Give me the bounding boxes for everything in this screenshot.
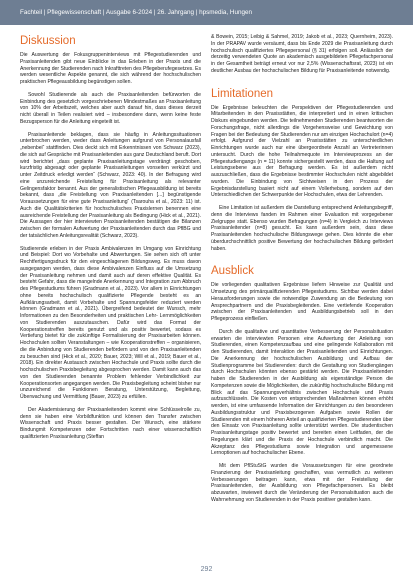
- paragraph: Sowohl Studierende als auch die Praxisanleitenden befürworten die Einbindung des gesetzlich vorgeschriebenen Mindestmaßes an Praxisanleitung von 10% der Arbeitszeit, welches aber auch darauf hin, dass dieses derzeit nicht überall in Teilen realisiert wird – insbesondere dann, wenn keine feste Bezugsperson für die Anleitung eingeteilt ist.: [20, 91, 201, 125]
- heading-limitationen: Limitationen: [211, 87, 274, 100]
- running-head-text: Fachteil | Pflegewissenschaft | Ausgabe 6-2024 | 26. Jahrgang | hpsmedia, Hungen: [20, 9, 252, 16]
- paragraph: Die Auswertung der Fokusgruppeninterviews mit Pflegestudierenden und Praxisanleitenden gibt neue Einblicke in das Erleben in der Praxis und die Anerkennung der Studierenden nach Inkrafttreten des Pflegeberufegesetzes. Es werden wesentliche Aspekte genannt, die sich während der hochschulischen praktischen Pflegeausbildung begünstigen sollen.: [20, 52, 201, 85]
- right-column: [211, 34, 393, 510]
- paragraph: Mit dem PflStuStG wurden die Voraussetzungen für eine geordnete Finanzierung der Praxisanleitung geschaffen, was vermutlich zu weiteren Verbesserungen beitragen kann, etwa mit der Freistellung der Praxisanleitenden, der Ausbildung von Pflegefachpersonen. Es bleibt abzuwarten, inwieweit durch die Veränderung der Personalsituation auch die Wahrnehmung von Studierenden in der Praxis positiver gestalten kann.: [211, 463, 393, 503]
- page-number: 292: [200, 566, 213, 573]
- paragraph: Studierende erleben in der Praxis Ambivalenzen im Umgang von Einrichtung und Beispiel: Dort wo Vorbehalte und Abwertungen. Sie sehen sich oft unter Rechtfertigungsdruck für den eingeschlagenen Bildungsweg. Es muss davon ausgegangen werden, dass diese Ambivalenzen Einfluss auf die Umsetzung der Praxisanleitung nehmen und damit auch auf deren effektive Qualität. Es besteht Gefahr, dass die mangelnde Anerkennung und Integration zum Abbruch des Pflegestudiums führen (Gradmann et al., 2023). Vor allem in Einrichtungen ohne bereits hochschulisch qualifizierte Pflegende besteht es an Aufklärungsarbeit, damit Vorbehalte und Spannungsfelder reduziert werden können (Gradmann et al., 2021). Übergreifend bedeutet der Wunsch, mehr Informationen zu den Besonderheiten und praktischen Lehr- Lernmöglichkeiten von Studierenden auszutauschen. Dafür wird das Format der Kooperationstreffen bereits genutzt und als positiv bewertet, sodass es Vertiefung bietet für die zukünftige Formalisierung der Praxisarbeiten können. Hochschulen sollten Veranstaltungen – wie Kooperationstreffen – organisieren, die die Anbindung von Studierenden befördern und von den Praxisanleitenden zu besuchen sind (Hick et al., 2020; Bauer, 2023; Will et al., 2019; Bauer et al., 2018). Ein direkter Austausch zwischen Hochschule und Praxis sollte durch die hochschulischen Praxisbegleitung abgesprochen werden. Damit kann auch das von den Studierenden benannte Problem fehlender Verbindlichkeit zur Kooperationsorten angegangen werden. Die Praxisbegleitung scheint bisher nur unzureichend die Funktionen Beratung, Unterstützung, Begleitung, Überwachung und Vermittlung (Bauer, 2023) zu erfüllen.: [20, 245, 201, 400]
- paragraph: & Bowein, 2015; Leibig & Sahmel, 2019; Jakob et al., 2023; Quernheim, 2023). In der PRAPAV wurde versäumt, dass bis Ende 2029 die Praxisanleitung durch hochschulisch qualifiziertes Pflegepersonal (§ 31) erfolgen soll. Anlässlich der derzeitig verwendeten Quote an akademisch ausgebildeten Pflegefachpersonal in der Gesamtheit beträgt erneut vor nur 2,5% (Wissenschaftsrat, 2023) ist ein deutlicher Ausbau der hochschulischen Bildung für Praxisanleitende notwendig.: [211, 34, 393, 74]
- paragraph: Der Akademisierung der Praxisanleitenden kommt eine Schlüsselrolle zu, denn sie haben eine Vorbildfunktion und können den Transfer zwischen Wissenschaft und Praxis besser gestalten. Der Wunsch, eine stärkere Bindungmit Kompetenzen oder Fortschritten nach einer wissenschaftlich qualifizierten Praxisanleitung (Steffan: [20, 406, 201, 440]
- paragraph: Durch die qualitative und quantitative Verbesserung der Personalsituation erwarten die interviewten Personen eine Aufwertung der Anleitung von Studierenden, einen Kompetenzaufbau und eine gelingende Kollaboration mit den Studierenden, damit Interaktion der Praxisanleitenden und Einrichtungen. Die Anerkennung der hochschulischen Ausbildung und Aufbau der Studienprogramme bei Studierenden: durch die Gestaltung von Studiengängen durch Hochschulen könnten ebenso gestärkt werden. Die Praxisanleitenden haben die Studierenden in der Ausbildung als eigenständige Person die Kompetenzen sowie die Möglichkeiten, die zukünftig hochschulische Bildung mit Blick auf das Spannungsverhältnis zwischen Hochschule und Praxis aufzuschlüsseln. Die Kosten von entsprechenden Maßnahmen können erhöht werden, ist eine umfassende Information der Einrichtungen zu den besonderen Ausbildungsstruktur und Praxisbezogenen Aufgaben sowie Rollen der Studierenden mit einem höheren Anteil an qualifizierten Pflegestudierenden über den Einsatz von Praxisanleitung sollte unterstützt werden. Die studentischen Praxisanleitungstage positiv bewertet und bereiten einen Leitfaden, der die Regelungen klärt und die Praxis der Hochschule verbindlich macht. Die Akzeptanz des Pflegestudiums sowie Integration und angemessene Lernoptionen auf hochschulischer Ebene.: [211, 328, 393, 457]
- paragraph: Die vorliegenden qualitativen Ergebnisse liefern Hinweise zur Qualität und Umsetzung des primärqualifizierenden Pflegestudiums. Sichtbar werden dabei Herausforderungen sowie die notwendige Zuwendung an die Bedeutung von Ansprechpartnern und die Praxisbegleitenden. Eine vertiefende Kooperation zwischen der Praxisanleitenden und Ausbildungsbetrieb soll in den Pflegeprozess einfließen.: [211, 282, 393, 322]
- paragraph: Eine Limitation ist außerdem die Darstellung entsprechend Anleitungsbegriff, denn die Interviews fanden im Rahmen einer Evaluation mit vorgegebener Zielgruppe statt. Ebenso wurden Befragungen (n=4) in Vergleich zu Interviews Praxisanleitender (n=8) gesucht. Es kann außerdem sein, dass diese Praxisanleitenden hochschulische Bildungswege gehen. Dies könnte die eher überdurchschnittlich positive Bewertung der hochschulischen Bildung gefördert haben.: [211, 205, 393, 252]
- heading-diskussion: Diskussion: [20, 35, 76, 47]
- journal-running-header: [0, 0, 413, 25]
- paragraph: Praxisanleitende beklagen, dass sie häufig in Anleitungssituationen unterbrochen werden, weder dass Anleitungen aufgrund von Personalausfall „nebenbei“ stattfinden. Dies deckt sich mit Erkenntnissen von Schwarz (2023), die sich auf Gespräche mit Praxisanleitenden aus ganz Deutschland beruft. Dort wird berichtet „dass geplante Praxisanleitungstage verdrängt geschoben, kurzfristig abgesagt oder geplante Praxisanleitungen vonseiten verkürzt und unter Zeitdruck erledigt werden“ (Schwarz, 2023: 40). In der Befragung wird eine unzureichende Freistellung für Praxisanleitung als relevanter Gelingensfaktor benannt. Aus der generalistischen Pflegeausbildung ist bereits bekannt, dass „die Freistellung von Praxisanleitenden [...] begünstigende Voraussetzungen für eine gute Praxisanleitung“ (Tsarouha et al., 2023: 11) ist. Auch die Qualitätskriterien für hochschulisches Praxislernen benennen eine ausreichende Freistellung der Praxisanleitung als Bedingung (Hick et al., 2021). Die Aussagen der hier interviewten Praxisanleitenden bestätigen die Bilanzen zwischen der formalen Aufwertung der Praxisanleitenden durch das PflBG und der tatsächlichen Anleitungsrealität (Schwarz, 2023).: [20, 131, 201, 239]
- paragraph: Die Ergebnisse beleuchten die Perspektiven der Pflegestudierenden und Mitarbeitenden in den Praxisstätten, die interpretiert und in einen kritischen Diskurs eingebunden werden. Die teilnehmenden Studierenden beantworten die Forschungsfrage, nicht allerdings die Vorgehensweise und Gewichtung von Fragen bei der Bedeutung der Studierenden nur am einzigen Hochschulort (n=4) erfolgt. Aufgrund der Vielzahl an Praxisstätten zu unterschiedlichen Einrichtungen wurde auch nur eine übergeordnete Anzahl an Vertreterinnen untersucht. Durch die hohe Teilnahmequote im Interviewprozess an der Pflegestudiengangs (n = 11) konnte sichergestellt werden, dass die Haltung auf Leistungsebene aus der Befragung werden. Es ist außerdem nicht auszuschließen, dass die Ergebnisse bestimmter Hochschulen nicht abgebildet wurden. Die Einbindung von Sichtweisen in den Prozess der Ergebnisdarstellung basiert nicht auf einem Vollerhebung, sondern auf den Unterschiedlichen der Schwerpunkte der Hochschulen, etwa der Lehrenden.: [211, 104, 393, 199]
- heading-ausblick: Ausblick: [211, 265, 254, 278]
- left-column: [20, 34, 201, 447]
